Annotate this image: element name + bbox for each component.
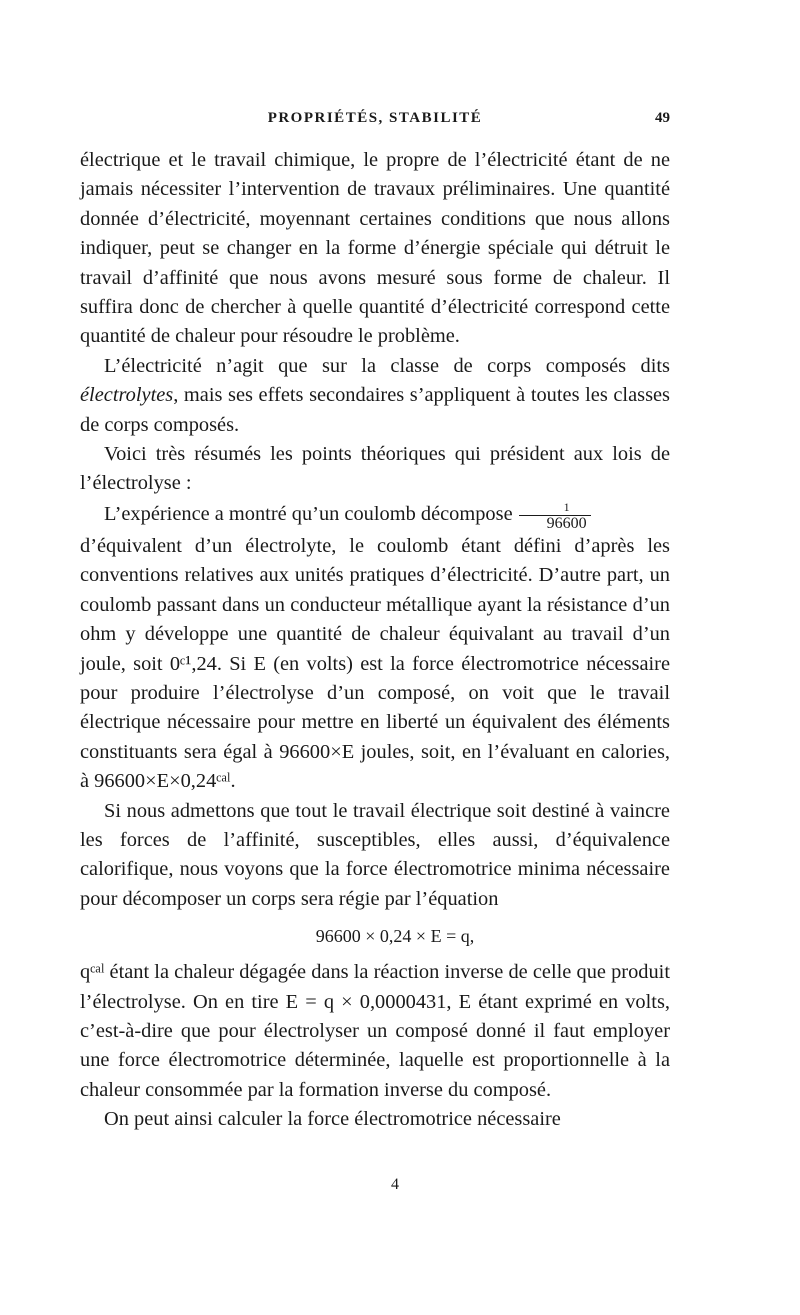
signature-mark: 4 [391,1176,399,1193]
page-header [80,110,670,140]
paragraph-2-term: électrolytes [80,384,174,407]
paragraph-6: qᶜᵃˡ étant la chaleur dégagée dans la réaction inverse de celle que produit l’électrolyse. On en tire E = q × 0,0000431, E étant exprimé en volts, c’est-à-dire que pour électrolyser un composé donné il faut employer une force électromotrice déterminée, laquelle est proportionnelle à la chaleur consommée par la formation inverse du composé. [80,961,670,1101]
paragraph-4-lead: L’expérience a montré qu’un coulomb décompose [104,503,513,526]
fraction-numerator: 1 [519,499,591,516]
paragraph-2-text-b: , mais ses effets secondaires s’appliquent à toutes les classes de corps composés. [80,384,670,436]
paragraph-4: d’équivalent d’un électrolyte, le coulomb étant défini d’après les conventions relatives aux unités pratiques d’électricité. D’autre part, un coulomb passant dans un conducteur métallique ayant la résistance d’un ohm y développe une quantité de chaleur équivalant au travail d’un joule, soit 0ᶜ¹,24. Si E (en volts) est la force électromotrice nécessaire pour produire l’électrolyse d’un composé, on voit que le travail électrique nécessaire pour mettre en liberté un équivalent des éléments constituants sera égal à 96600×E joules, soit, en l’évaluant en calories, à 96600×E×0,24ᶜᵃˡ. [80,534,670,793]
paragraph-1: électrique et le travail chimique, le propre de l’électricité étant de ne jamais nécessiter l’intervention de travaux préliminaires. Une quantité donnée d’électricité, moyennant certaines conditions que nous allons indiquer, peut se changer en la forme d’énergie spéciale qui détruit le travail d’affinité que nous avons mesuré sous forme de chaleur. Il suffira donc de chercher à quelle quantité d’électricité correspond cette quantité de chaleur pour résoudre le problème. [80,149,670,348]
paragraph-7: On peut ainsi calculer la force électromotrice nécessaire [104,1108,561,1131]
fraction-denominator: 96600 [546,514,587,532]
paragraph-4-start [80,499,670,532]
running-title: PROPRIÉTÉS, STABILITÉ [267,110,483,126]
equation: 96600 × 0,24 × E = q, [315,926,475,947]
paragraph-2 [80,352,670,440]
page-number: 49 [655,110,670,126]
paragraph-3: Voici très résumés les points théoriques qui président aux lois de l’électrolyse : [80,443,670,495]
page [80,110,670,1193]
fraction [519,499,591,532]
paragraph-2-text-a: L’électricité n’agit que sur la classe de corps composés dits [104,354,670,377]
paragraph-5: Si nous admettons que tout le travail électrique soit destiné à vaincre les forces de l’affinité, susceptibles, elles aussi, d’équivalence calorifique, nous voyons que la force électromotrice minima nécessaire pour décomposer un corps sera régie par l’équation [80,799,670,910]
